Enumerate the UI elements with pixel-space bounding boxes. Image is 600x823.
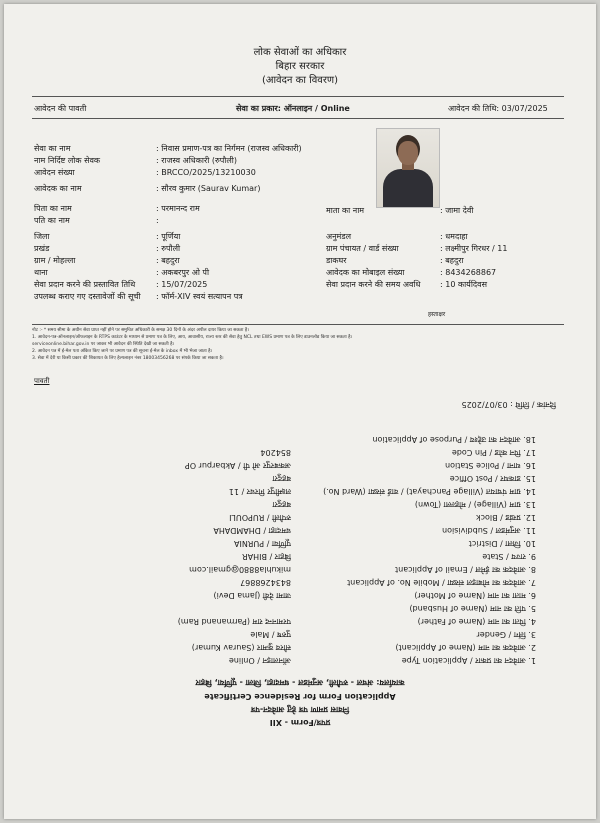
form-row-label: 17. पिन कोड / Pin Code — [451, 448, 536, 457]
detail-right-value: : 8434268867 — [440, 268, 497, 277]
detail-label: आवेदक का नाम — [34, 184, 82, 193]
note-line: नोट :- * समय सीमा के अधीन सेवा प्राप्त नहीं होने पर समुचित अधिकारी के समक्ष 30 दिनों के अंदर अपील दायर किया जा सकता है। — [32, 328, 249, 333]
form-row-value: लक्ष्मीपुर गिरधर / 11 — [228, 487, 291, 496]
detail-right-value: : बहदुरा — [440, 256, 464, 265]
detail-value: : राजस्व अधिकारी (रुपौली) — [156, 156, 237, 165]
form-row-value: 854204 — [260, 448, 291, 457]
application-date: आवेदन की तिथि: 03/07/2025 — [448, 104, 548, 113]
detail-value: : — [156, 216, 159, 225]
detail-label: सेवा प्रदान करने की प्रस्तावित तिथि — [34, 280, 136, 289]
detail-right-label: आवेदक का मोबाइल संख्या — [326, 268, 405, 277]
form-row-label: 3. लिंग / Gender — [476, 630, 536, 639]
detail-value: : फॉर्म-XIV स्वयं सत्यापन पत्र — [156, 292, 243, 301]
form-date: दिनांक / तिथि : 03/07/2025 — [461, 400, 556, 409]
form-row-value: ऑनलाइन / Online — [228, 656, 291, 665]
detail-value: : BRCCO/2025/13210030 — [156, 168, 256, 177]
form-row-value: बिहार / BIHAR — [242, 552, 291, 561]
document-page — [4, 4, 596, 819]
form-row-label: 16. थाना / Police Station — [445, 461, 536, 470]
detail-right-label: डाकघर — [326, 256, 347, 265]
detail-right-label: अनुमंडल — [326, 232, 352, 241]
detail-right-value: : जामा देवी — [440, 206, 474, 215]
detail-label: सेवा का नाम — [34, 144, 71, 153]
form-row-label: 13. ग्राम (Village) / मोहल्ला (Town) — [414, 500, 536, 509]
detail-label: ग्राम / मोहल्ला — [34, 256, 76, 265]
detail-right-value: : लक्ष्मीपुर गिरधर / 11 — [440, 244, 508, 253]
detail-value: : अकबरपुर ओ पी — [156, 268, 210, 277]
receipt-stamp: पावती — [34, 377, 50, 385]
detail-right-value: : धमदाहा — [440, 232, 468, 241]
detail-right-label: ग्राम पंचायत / वार्ड संख्या — [326, 244, 399, 253]
signature-label: हस्ताक्षर — [428, 311, 446, 318]
form-title-number: प्रपत्र/Form - XII — [269, 718, 331, 727]
detail-label: प्रखंड — [34, 244, 50, 253]
form-row-value: जामा देवी (Jama Devi) — [213, 591, 291, 600]
form-row-label: 2. आवेदक का नाम (Name of Applicant) — [395, 643, 536, 652]
form-row-label: 5. पति का नाम (Name of Husband) — [409, 604, 536, 613]
detail-right-value: : 10 कार्यदिवस — [440, 280, 487, 289]
form-row-value: बहदुरा — [272, 474, 291, 483]
service-type: सेवा का प्रकार: ऑनलाइन / Online — [236, 104, 350, 113]
form-row-label: 12. प्रखंड / Block — [475, 513, 536, 522]
note-line: 2. आवेदन पत्र में ई-मेल पता अंकित किए जाने पर प्रमाण पत्र की सूचना ई-मेल के inbox में भी भेजा जाता है। — [32, 349, 213, 354]
form-row-label: 8. आवेदक का ईमेल / Email of Applicant — [395, 565, 536, 574]
detail-value: : बहदुरा — [156, 256, 180, 265]
form-row-label: 4. पिता का नाम (Name of Father) — [417, 617, 536, 626]
form-row-value: mikuhla8880@gmail.com — [189, 565, 291, 574]
detail-value: : पूर्णिया — [156, 232, 181, 241]
form-row-label: 7. आवेदक का मोबाइल संख्या / Mobile No. of Applicant — [347, 578, 536, 587]
form-row-label: 9. राज्य / State — [482, 552, 536, 561]
form-row-label: 14. ग्राम पंचायत (Village Panchayat) / वार्ड संख्या (Ward No.) — [323, 487, 536, 496]
form-row-value: पूर्णिया / PURNIA — [234, 539, 291, 548]
form-row-value: परमानन्द राम (Parmanand Ram) — [177, 617, 291, 626]
form-title-english: Application Form for Residence Certificate — [204, 692, 396, 701]
detail-right-label: माता का नाम — [326, 206, 365, 215]
form-row-label: 15. डाकघर / Post Office — [449, 474, 536, 483]
form-office-address: कार्यालय: अंचल - रुपौली, अनुमंडल - धमदाहा, जिला - पूर्णिया, बिहार — [195, 678, 405, 687]
form-row-label: 6. माता का नाम (Name of Mother) — [414, 591, 536, 600]
rotated-application-form — [4, 4, 596, 819]
detail-label: थाना — [34, 268, 48, 277]
header-line-3: (आवेदन का विवरण) — [261, 75, 339, 86]
note-line: 3. सेवा में देरी या किसी प्रकार की शिकायत के लिए हेल्पलाइन नंबर 18003456268 पर संपर्क किया जा सकता है। — [32, 356, 224, 361]
detail-label: नाम निर्दिष्ट लोक सेवक — [34, 156, 101, 165]
form-row-value: अकबरपुर ओ पी / Akbarpur OP — [184, 461, 291, 470]
form-row-value: सौरव कुमार (Saurav Kumar) — [191, 643, 291, 652]
form-row-label: 11. अनुमंडल / Subdivision — [442, 526, 536, 535]
form-row-value: पुरुष / Male — [250, 630, 291, 639]
detail-label: पति का नाम — [34, 216, 70, 225]
detail-right-label: सेवा प्रदान करने की समय अवधि — [326, 280, 421, 289]
form-row-label: 1. आवेदन का प्रकार / Application Type — [401, 656, 536, 665]
form-row-value: 8434268867 — [240, 578, 291, 587]
detail-label: उपलब्ध कराए गए दस्तावेजों की सूची — [34, 292, 141, 301]
receipt-label: आवेदन की पावती — [34, 104, 87, 113]
note-line: 1. आवेदन-पत्र-ऑनलाइन/ऑफलाइन के RTPS काउंटर के माध्यम से प्रमाण पत्र के लिए, आय, आवासीय, राज्य स्तर की सेवा हेतु NCL तथा EWS प्रमाण पत्र के लिए डाउनलोड किया जा सकता है। — [32, 335, 353, 340]
form-row-value: रुपौली / RUPOULI — [229, 513, 291, 522]
form-row-value: धमदाहा / DHAMDAHA — [213, 526, 291, 535]
header-line-2: बिहार सरकार — [275, 61, 325, 72]
detail-value: : रुपौली — [156, 244, 181, 253]
form-row-label: 18. आवेदन का उद्देश्य / Purpose of Application — [372, 435, 536, 444]
form-row-label: 10. जिला / District — [468, 539, 536, 548]
detail-label: पिता का नाम — [34, 204, 72, 213]
form-row-value: बहदुरा — [272, 500, 291, 509]
form-title-hindi: निवास प्रमाण पत्र हेतु आवेदन-पत्र — [250, 705, 350, 714]
header-line-1: लोक सेवाओं का अधिकार — [253, 47, 347, 58]
detail-label: आवेदन संख्या — [34, 168, 75, 177]
detail-label: जिला — [34, 232, 50, 241]
detail-value: : 15/07/2025 — [156, 280, 208, 289]
detail-value: : निवास प्रमाण-पत्र का निर्गमन (राजस्व अधिकारी) — [156, 144, 302, 153]
detail-value: : परमानन्द राम — [156, 204, 200, 213]
detail-value: : सौरव कुमार (Saurav Kumar) — [156, 184, 261, 193]
note-line: serviceonline.bihar.gov.in पर जाकर भी आवेदन की स्थिति देखी जा सकती है। — [32, 342, 175, 347]
